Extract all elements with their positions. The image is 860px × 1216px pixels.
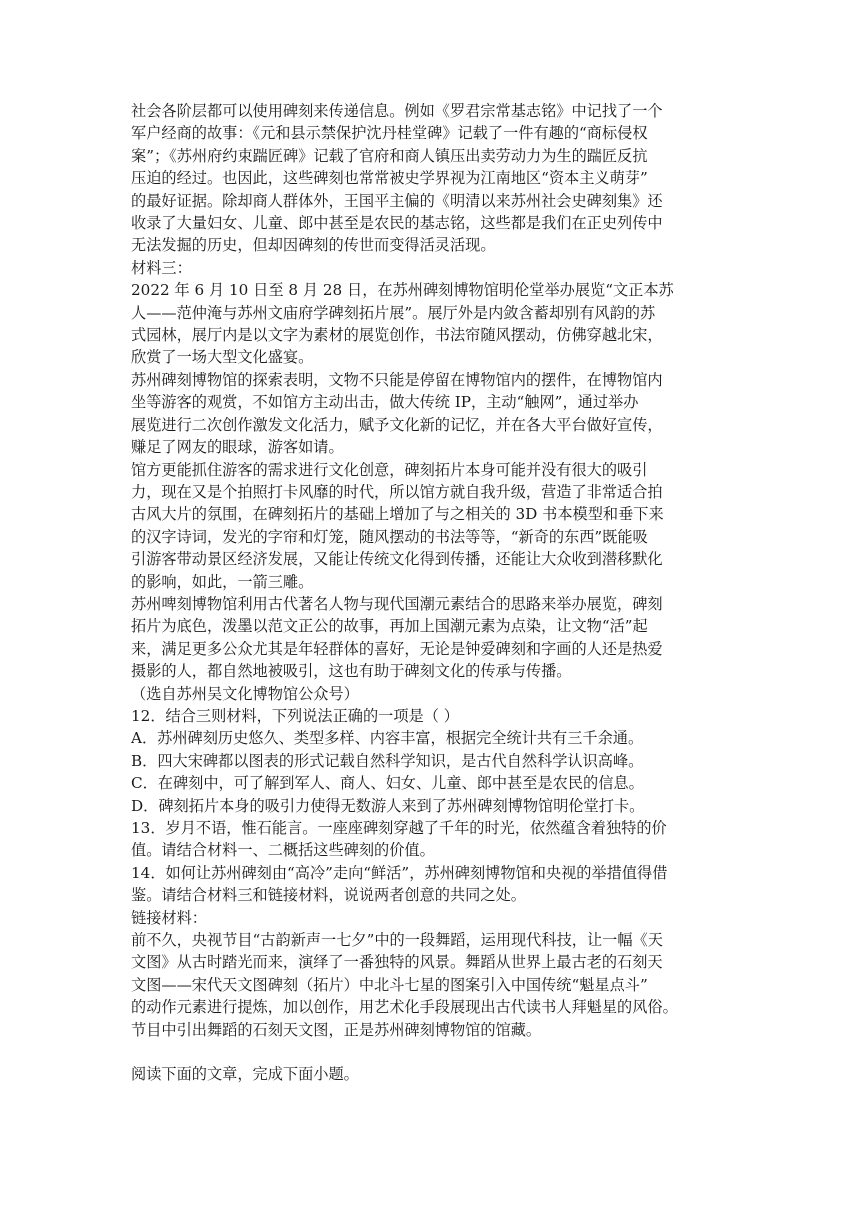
text-line: 案”；《苏州府约束踹匠碑》记载了官府和商人镇压出卖劳动力为生的踹匠反抗 bbox=[131, 146, 648, 165]
text-line: 来，满足更多公众尤其是年轻群体的喜好，无论是钟爱碑刻和字画的人还是热爱 bbox=[131, 639, 663, 658]
paragraph-cultural-creativity bbox=[131, 459, 735, 593]
document-page bbox=[131, 100, 735, 1085]
text-line: 收录了大量妇女、儿童、郎中甚至是农民的基志铭，这些都是我们在正史列传中 bbox=[131, 214, 663, 233]
question-13 bbox=[131, 817, 735, 862]
text-line: 文图——宋代天文图碑刻（拓片）中北斗七星的图案引入中国传统“魁星点斗” bbox=[131, 975, 648, 994]
text-line: 摄影的人，都自然地被吸引，这也有助于碑刻文化的传承与传播。 bbox=[131, 662, 572, 681]
text-line: 馆方更能抓住游客的需求进行文化创意，碑刻拓片本身可能并没有很大的吸引 bbox=[131, 460, 648, 479]
text-line: 古风大片的氛围，在碑刻拓片的基础上增加了与之相关的 3D 书本模型和垂下来 bbox=[131, 505, 664, 524]
text-line: 鉴。请结合材料三和链接材料，说说两者创意的共同之处。 bbox=[131, 886, 526, 905]
option-a: A．苏州碑刻历史悠久、类型多样、内容丰富，根据完全统计共有三千余通。 bbox=[131, 729, 644, 748]
text-line: 值。请结合材料一、二概括这些碑刻的价值。 bbox=[131, 841, 435, 860]
reading-instruction: 阅读下面的文章，完成下面小题。 bbox=[131, 1065, 359, 1084]
text-line: 前不久，央视节目“古韵新声一七夕”中的一段舞蹈，运用现代科技，让一幅《天 bbox=[131, 931, 663, 950]
text-line: 展览进行二次创作激发文化活力，赋予文化新的记忆，并在各大平台做好宣传， bbox=[131, 415, 663, 434]
text-line: 欣赏了一场大型文化盛宴。 bbox=[131, 348, 314, 367]
text-line: 14．如何让苏州碑刻由“高冷”走向“鲜活”，苏州碑刻博物馆和央视的举措值得借 bbox=[131, 863, 668, 882]
text-line: 的最好证据。除却商人群体外，王国平主偏的《明清以来苏州社会史碑刻集》还 bbox=[131, 191, 663, 210]
question-12 bbox=[131, 705, 735, 817]
text-line: 坐等游客的观赏，不如馆方主动出击，做大传统 IP，主动“触网”，通过举办 bbox=[131, 393, 639, 412]
paragraph-guochao bbox=[131, 593, 735, 683]
paragraph-cctv-dance bbox=[131, 929, 735, 1041]
text-line: 的汉字诗词，发光的字帘和灯笼，随风摆动的书法等等，“新奇的东西”既能吸 bbox=[131, 527, 648, 546]
text-line: 的影响，如此，一箭三雕。 bbox=[131, 572, 314, 591]
question-14 bbox=[131, 862, 735, 907]
link-material-heading: 链接材料： bbox=[131, 908, 207, 927]
paragraph-social-classes bbox=[131, 100, 735, 257]
source-note: （选自苏州吴文化博物馆公众号） bbox=[131, 684, 359, 703]
text-line: 赚足了网友的眼球，游客如请。 bbox=[131, 438, 344, 457]
text-line: 人——范仲淹与苏州文庙府学碑刻拓片展”。展厅外是内敛含蓄却别有风韵的苏 bbox=[131, 303, 656, 322]
blank-line bbox=[131, 1041, 735, 1063]
text-line: 文图》从古时踏光而来，演绎了一番独特的风景。舞蹈从世界上最古老的石刻天 bbox=[131, 953, 663, 972]
text-line: 苏州碑刻博物馆的探索表明，文物不只能是停留在博物馆内的摆件，在博物馆内 bbox=[131, 370, 663, 389]
text-line: 式园林，展厅内是以文字为素材的展览创作，书法帘随风摆动，仿佛穿越北宋， bbox=[131, 326, 663, 345]
option-c: C．在碑刻中，可了解到军人、商人、妇女、儿童、郎中甚至是农民的信息。 bbox=[131, 774, 644, 793]
text-line: 13．岁月不语，惟石能言。一座座碑刻穿越了千年的时光，依然蕴含着独特的价 bbox=[131, 819, 667, 837]
text-line: 的动作元素进行提炼，加以创作，用艺术化手段展现出古代读书人拜魁星的风俗。 bbox=[131, 998, 678, 1017]
option-b: B．四大宋碑都以图表的形式记载自然科学知识，是古代自然科学认识高峰。 bbox=[131, 751, 644, 770]
text-line: 力，现在又是个拍照打卡风靡的时代，所以馆方就自我升级，营造了非常适合拍 bbox=[131, 482, 663, 501]
text-line: 苏州啤刻博物馆利用古代著名人物与现代国潮元素结合的思路来举办展览，碑刻 bbox=[131, 594, 663, 613]
material-three-heading: 材料三： bbox=[131, 258, 192, 277]
text-line: 节目中引出舞蹈的石刻天文图，正是苏州碑刻博物馆的馆藏。 bbox=[131, 1020, 542, 1039]
text-line: 军户经商的故事：《元和县示禁保护沈丹桂堂碑》记载了一件有趣的“商标侵权 bbox=[131, 124, 648, 143]
text-line: 压迫的经过。也因此，这些碑刻也常常被史学界视为江南地区“资本主义萌芽” bbox=[131, 169, 648, 188]
text-line: 拓片为底色，泼墨以范文正公的故事，再加上国潮元素为点染，让文物“活”起 bbox=[131, 617, 648, 636]
option-d: D．碑刻拓片本身的吸引力使得无数游人来到了苏州碑刻博物馆明伦堂打卡。 bbox=[131, 796, 645, 815]
question-stem: 12．结合三则材料，下列说法正确的一项是（ ） bbox=[131, 706, 459, 725]
text-line: 无法发掘的历史，但却因碑刻的传世而变得活灵活现。 bbox=[131, 236, 496, 255]
text-line: 引游客带动景区经济发展，又能让传统文化得到传播，还能让大众收到潜移默化 bbox=[131, 550, 663, 569]
text-line: 社会各阶层都可以使用碑刻来传递信息。例如《罗君宗常基志铭》中记找了一个 bbox=[131, 102, 663, 120]
paragraph-museum-exploration bbox=[131, 369, 735, 459]
paragraph-exhibition bbox=[131, 279, 735, 369]
text-line: 2022 年 6 月 10 日至 8 月 28 日，在苏州碑刻博物馆明伦堂举办展览“文正本苏 bbox=[131, 281, 674, 300]
